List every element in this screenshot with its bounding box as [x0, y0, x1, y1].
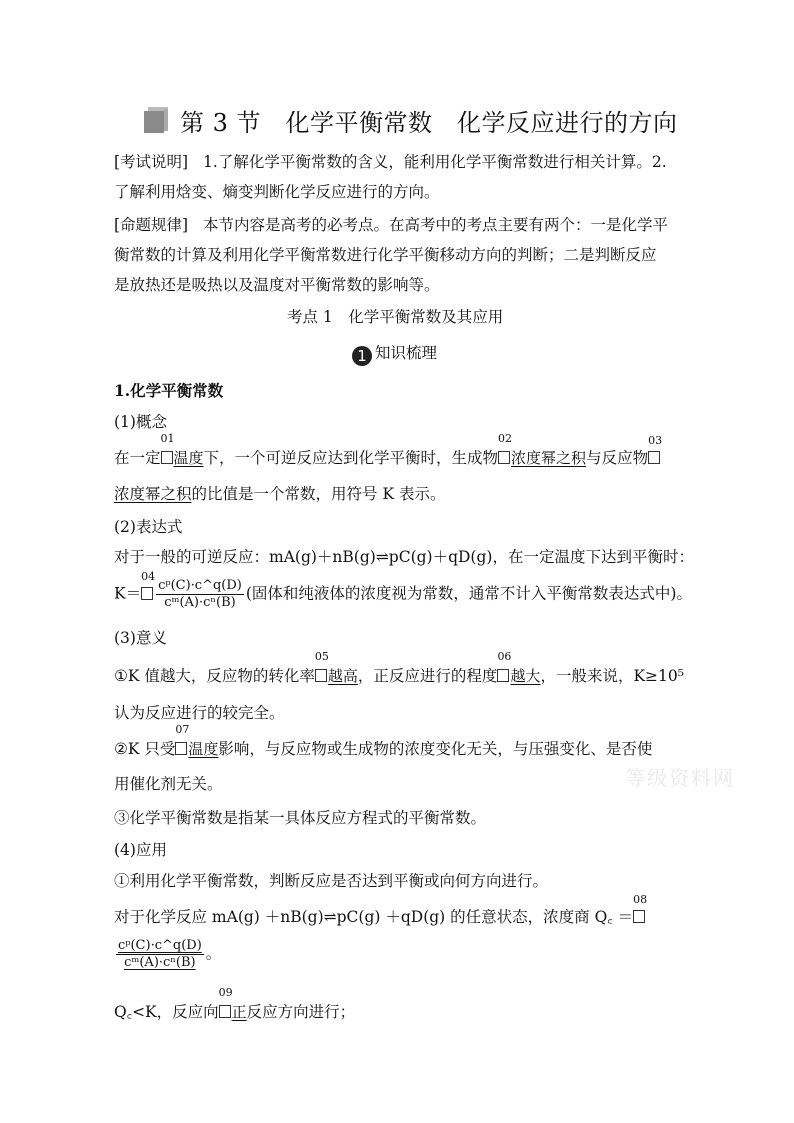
- fraction-denominator: cᵐ(A)·cⁿ(B): [124, 955, 196, 970]
- box-icon: [315, 669, 327, 682]
- text: ，正反应进行的程度: [357, 667, 498, 685]
- application-line-2: [114, 893, 648, 927]
- rule-text: 本节内容是高考的必考点。在高考中的考点主要有两个：一是化学平: [203, 216, 669, 234]
- box-icon: [497, 669, 509, 682]
- k-label: K＝: [114, 584, 142, 603]
- page-title: [144, 100, 704, 140]
- badge-text: 知识梳理: [375, 344, 438, 362]
- concept-line-2: [114, 482, 445, 504]
- answer-marker: [218, 986, 247, 1022]
- box-icon: [498, 451, 510, 464]
- text: ②K 只受: [114, 740, 176, 758]
- kaodian-heading: 考点 1 化学平衡常数及其应用: [287, 308, 504, 326]
- answer-marker: [141, 569, 156, 603]
- answer-marker: [633, 893, 648, 926]
- box-icon: [648, 451, 660, 464]
- marker-num: 03: [648, 434, 663, 447]
- marker-num: 04: [141, 569, 156, 583]
- knowledge-heading: [352, 341, 437, 366]
- answer: 温度: [173, 449, 204, 467]
- answer-marker: [314, 650, 358, 686]
- text: ①K 值越大，反应物的转化率: [114, 667, 315, 685]
- marker-num: 05: [314, 650, 329, 663]
- fraction: [156, 578, 244, 611]
- meaning-line-4: 用催化剂无关。: [114, 775, 223, 793]
- rule-text-2: 衡常数的计算及利用化学平衡常数进行化学平衡移动方向的判断；二是判断反应: [114, 246, 657, 264]
- rule-description: [114, 210, 684, 300]
- answer-marker: [160, 432, 204, 468]
- text: (固体和纯液体的浓度视为常数，通常不计入平衡常数表达式中)。: [245, 584, 692, 603]
- book-icon: [144, 107, 170, 133]
- fraction: [116, 938, 204, 971]
- meaning-heading: (3)意义: [114, 629, 167, 647]
- answer: 浓度幂之积: [114, 485, 192, 503]
- exam-text: 1.了解化学平衡常数的含义，能利用化学平衡常数进行相关计算。2.: [203, 153, 667, 171]
- text: 。: [205, 944, 222, 963]
- application-heading: (4)应用: [114, 841, 167, 859]
- section-badge: 1: [352, 346, 372, 366]
- text: ，一般来说，K≥10⁵: [540, 667, 684, 685]
- rule-tag: [命题规律]: [114, 216, 189, 234]
- marker-num: 07: [175, 723, 190, 736]
- box-icon: [141, 587, 153, 600]
- concept-line-1: [114, 432, 663, 468]
- expression-heading: (2)表达式: [114, 518, 183, 536]
- heading-1: 1.化学平衡常数: [114, 381, 224, 400]
- answer-marker: [498, 432, 587, 468]
- box-icon: [175, 742, 187, 755]
- marker-num: 06: [497, 650, 512, 663]
- exam-description: [114, 147, 684, 207]
- answer: 温度: [188, 740, 219, 758]
- answer: 越高: [327, 667, 358, 685]
- box-icon: [219, 1005, 231, 1018]
- text: 反应方向进行；: [246, 1003, 356, 1021]
- text: 对于化学反应 mA(g) ＋nB(g)⇌pC(g) ＋qD(g) 的任意状态，浓度商 Q꜀ ＝: [114, 908, 634, 926]
- expression-line-1: 对于一般的可逆反应：mA(g)＋nB(g)⇌pC(g)＋qD(g)，在一定温度下达到平衡时：: [114, 548, 694, 566]
- marker-num: 02: [498, 432, 513, 445]
- exam-tag: [考试说明]: [114, 153, 189, 171]
- text: 影响，与反应物或生成物的浓度变化无关，与压强变化、是否使: [218, 740, 653, 758]
- meaning-line-2: 认为反应进行的较完全。: [114, 704, 285, 722]
- text: 在一定: [114, 449, 161, 467]
- meaning-line-3: [114, 723, 653, 759]
- text: 的比值是一个常数，用符号 K 表示。: [191, 485, 446, 503]
- title-text: 第 3 节 化学平衡常数 化学反应进行的方向: [180, 108, 678, 137]
- expression-line-2: [114, 569, 692, 611]
- application-line-3: [114, 986, 356, 1022]
- marker-num: 08: [633, 893, 648, 906]
- answer-marker: [648, 434, 663, 467]
- answer: 正: [231, 1003, 247, 1021]
- box-icon: [633, 910, 645, 923]
- application-line-1: ①利用化学平衡常数，判断反应是否达到平衡或向何方向进行。: [114, 872, 549, 890]
- answer-marker: [497, 650, 541, 686]
- fraction-numerator: cᵖ(C)·c^q(D): [118, 938, 202, 953]
- answer: 越大: [510, 667, 541, 685]
- concept-heading: (1)概念: [114, 413, 167, 431]
- rule-text-3: 是放热还是吸热以及温度对平衡常数的影响等。: [114, 276, 440, 294]
- fraction-numerator: cᵖ(C)·c^q(D): [158, 578, 242, 593]
- answer-marker: [175, 723, 219, 759]
- text: 与反应物: [586, 449, 649, 467]
- fraction-denominator: cᵐ(A)·cⁿ(B): [164, 595, 236, 610]
- marker-num: 09: [218, 986, 233, 999]
- exam-text-2: 了解利用焓变、熵变判断化学反应进行的方向。: [114, 183, 440, 201]
- meaning-line-5: ③化学平衡常数是指某一具体反应方程式的平衡常数。: [114, 809, 487, 827]
- text: Q꜀<K，反应向: [114, 1003, 219, 1021]
- box-icon: [161, 451, 173, 464]
- text: 下，一个可逆反应达到化学平衡时，生成物: [203, 449, 499, 467]
- application-fraction-line: [114, 938, 221, 971]
- answer: 浓度幂之积: [511, 449, 587, 467]
- marker-num: 01: [160, 432, 175, 445]
- watermark: 等级资料网: [625, 766, 735, 790]
- meaning-line-1: [114, 650, 684, 686]
